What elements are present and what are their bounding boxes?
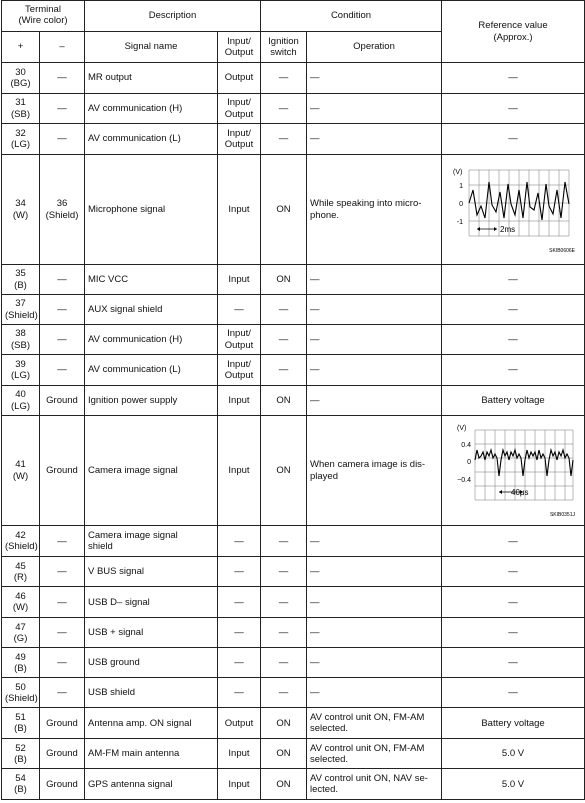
input-output-cell: Input	[218, 739, 261, 769]
ignition-switch-cell: ON	[261, 739, 307, 769]
input-output-cell: —	[218, 648, 261, 678]
input-output-cell: —	[218, 526, 261, 557]
terminal-minus-cell: —	[40, 355, 85, 386]
table-row	[2, 708, 585, 739]
ignition-switch-cell: —	[261, 678, 307, 708]
operation-cell: AV control unit ON, FM-AM selected.	[307, 739, 442, 769]
svg-text:0.4: 0.4	[461, 442, 472, 449]
table-row	[2, 63, 585, 94]
ignition-switch-cell: —	[261, 587, 307, 618]
operation-cell: —	[307, 526, 442, 557]
table-row	[2, 386, 585, 416]
reference-value-cell: —	[442, 678, 585, 708]
ignition-switch-cell: —	[261, 355, 307, 386]
ignition-switch-cell: ON	[261, 708, 307, 739]
signal-name-cell: AV communication (L)	[85, 124, 218, 155]
signal-name-cell: USB + signal	[85, 618, 218, 648]
svg-text:0: 0	[459, 200, 464, 208]
ignition-switch-cell: —	[261, 557, 307, 587]
operation-cell: When camera image is dis- played	[307, 416, 442, 526]
terminal-plus-cell: 41 (W)	[2, 416, 40, 526]
reference-value-cell: —	[442, 648, 585, 678]
time-scale-label: 40μs	[511, 488, 529, 497]
ignition-switch-cell: —	[261, 618, 307, 648]
svg-text:−0.4: −0.4	[457, 477, 472, 484]
ignition-switch-cell: ON	[261, 265, 307, 295]
input-output-cell: Input/ Output	[218, 325, 261, 355]
signal-name-cell: Microphone signal	[85, 155, 218, 265]
microphone-waveform	[449, 158, 577, 258]
input-output-cell: Output	[218, 63, 261, 94]
time-scale-label: 2ms	[500, 224, 516, 234]
terminal-plus-cell: 40 (LG)	[2, 386, 40, 416]
terminal-minus-cell: —	[40, 587, 85, 618]
table-row	[2, 557, 585, 587]
table-row	[2, 94, 585, 124]
operation-cell: —	[307, 587, 442, 618]
signal-name-cell: USB ground	[85, 648, 218, 678]
table-row	[2, 648, 585, 678]
terminal-minus-cell: —	[40, 557, 85, 587]
table-row	[2, 618, 585, 648]
table-row	[2, 124, 585, 155]
terminal-minus-cell: —	[40, 94, 85, 124]
signal-name-cell: Ignition power supply	[85, 386, 218, 416]
svg-text:0: 0	[467, 459, 472, 466]
reference-value-cell: —	[442, 526, 585, 557]
signal-name-cell: V BUS signal	[85, 557, 218, 587]
terminal-plus-cell: 31 (SB)	[2, 94, 40, 124]
reference-value-cell: —	[442, 618, 585, 648]
ignition-switch-cell: ON	[261, 416, 307, 526]
terminal-plus-cell: 35 (B)	[2, 265, 40, 295]
operation-cell: AV control unit ON, FM-AM selected.	[307, 708, 442, 739]
signal-name-cell: AUX signal shield	[85, 295, 218, 325]
reference-value-cell: —	[442, 587, 585, 618]
terminal-minus-cell: —	[40, 295, 85, 325]
operation-cell: —	[307, 618, 442, 648]
signal-name-cell: AV communication (H)	[85, 325, 218, 355]
svg-text:-1: -1	[456, 218, 464, 226]
reference-value-cell: —	[442, 265, 585, 295]
operation-cell: —	[307, 557, 442, 587]
table-row	[2, 355, 585, 386]
terminal-minus-cell: —	[40, 265, 85, 295]
signal-name-cell: AV communication (L)	[85, 355, 218, 386]
operation-cell: —	[307, 325, 442, 355]
signal-name-cell: Antenna amp. ON signal	[85, 708, 218, 739]
input-output-cell: Input	[218, 416, 261, 526]
ignition-switch-cell: —	[261, 648, 307, 678]
operation-cell: —	[307, 94, 442, 124]
terminal-plus-cell: 47 (G)	[2, 618, 40, 648]
terminal-header: Terminal (Wire color)	[2, 1, 85, 32]
ignition-switch-cell: —	[261, 124, 307, 155]
terminal-plus-cell: 38 (SB)	[2, 325, 40, 355]
signal-name-cell: GPS antenna signal	[85, 769, 218, 800]
operation-cell: —	[307, 386, 442, 416]
reference-value-cell: —	[442, 325, 585, 355]
input-output-cell: Output	[218, 708, 261, 739]
reference-value-cell: —	[442, 355, 585, 386]
terminal-plus-cell: 34 (W)	[2, 155, 40, 265]
input-output-cell: Input	[218, 769, 261, 800]
terminal-minus-cell: Ground	[40, 708, 85, 739]
signal-name-cell: Camera image signal shield	[85, 526, 218, 557]
input-output-cell: Input/ Output	[218, 355, 261, 386]
input-output-cell: Input/ Output	[218, 124, 261, 155]
terminal-minus-cell: —	[40, 325, 85, 355]
table-row	[2, 587, 585, 618]
operation-cell: —	[307, 295, 442, 325]
reference-value-cell: Battery voltage	[442, 386, 585, 416]
input-output-cell: —	[218, 587, 261, 618]
ignition-switch-cell: ON	[261, 769, 307, 800]
camera-waveform	[449, 416, 577, 522]
reference-value-cell	[442, 416, 585, 526]
ignition-switch-cell: —	[261, 526, 307, 557]
table-row	[2, 265, 585, 295]
table-row	[2, 155, 585, 265]
signal-name-cell: Camera image signal	[85, 416, 218, 526]
terminal-plus-cell: 50 (Shield)	[2, 678, 40, 708]
figure-code: SKIB0606E	[549, 247, 576, 254]
ignition-switch-header: Ignition switch	[261, 32, 307, 63]
input-output-cell: Input	[218, 155, 261, 265]
ignition-switch-cell: —	[261, 325, 307, 355]
table-row	[2, 416, 585, 526]
input-output-cell: —	[218, 678, 261, 708]
table-row	[2, 325, 585, 355]
terminal-minus-cell: —	[40, 124, 85, 155]
reference-value-cell	[442, 155, 585, 265]
reference-value-cell: 5.0 V	[442, 769, 585, 800]
input-output-cell: —	[218, 557, 261, 587]
terminal-minus-cell: Ground	[40, 386, 85, 416]
ignition-switch-cell: ON	[261, 155, 307, 265]
operation-cell: While speaking into micro- phone.	[307, 155, 442, 265]
terminal-minus-cell: —	[40, 618, 85, 648]
reference-value-cell: Battery voltage	[442, 708, 585, 739]
description-header: Description	[85, 1, 261, 32]
terminal-minus-cell: —	[40, 63, 85, 94]
terminal-plus-cell: 52 (B)	[2, 739, 40, 769]
terminal-plus-cell: 30 (BG)	[2, 63, 40, 94]
operation-cell: —	[307, 678, 442, 708]
signal-name-cell: AM-FM main antenna	[85, 739, 218, 769]
terminal-plus-cell: 45 (R)	[2, 557, 40, 587]
input-output-cell: Input	[218, 265, 261, 295]
signal-name-header: Signal name	[85, 32, 218, 63]
terminal-table	[1, 0, 585, 800]
input-output-cell: Input/ Output	[218, 94, 261, 124]
minus-header: –	[40, 32, 85, 63]
input-output-header: Input/ Output	[218, 32, 261, 63]
reference-value-cell: —	[442, 295, 585, 325]
svg-text:1: 1	[459, 182, 464, 190]
operation-cell: —	[307, 124, 442, 155]
operation-header: Operation	[307, 32, 442, 63]
terminal-minus-cell: Ground	[40, 769, 85, 800]
reference-value-cell: —	[442, 94, 585, 124]
terminal-plus-cell: 46 (W)	[2, 587, 40, 618]
ignition-switch-cell: —	[261, 94, 307, 124]
terminal-minus-cell: —	[40, 678, 85, 708]
operation-cell: AV control unit ON, NAV se- lected.	[307, 769, 442, 800]
ignition-switch-cell: —	[261, 63, 307, 94]
reference-value-cell: 5.0 V	[442, 739, 585, 769]
signal-name-cell: USB D– signal	[85, 587, 218, 618]
reference-value-cell: —	[442, 63, 585, 94]
input-output-cell: Input	[218, 386, 261, 416]
reference-value-cell: —	[442, 124, 585, 155]
condition-header: Condition	[261, 1, 442, 32]
figure-code: SKIB0351J	[549, 512, 576, 518]
terminal-minus-cell: Ground	[40, 739, 85, 769]
input-output-cell: —	[218, 295, 261, 325]
table-row	[2, 769, 585, 800]
waveform-unit: (V)	[453, 168, 463, 176]
terminal-minus-cell: Ground	[40, 416, 85, 526]
operation-cell: —	[307, 265, 442, 295]
terminal-plus-cell: 51 (B)	[2, 708, 40, 739]
terminal-plus-cell: 54 (B)	[2, 769, 40, 800]
terminal-minus-cell: —	[40, 648, 85, 678]
plus-header: +	[2, 32, 40, 63]
signal-name-cell: AV communication (H)	[85, 94, 218, 124]
signal-name-cell: USB shield	[85, 678, 218, 708]
terminal-minus-cell: 36 (Shield)	[40, 155, 85, 265]
table-row	[2, 295, 585, 325]
terminal-plus-cell: 39 (LG)	[2, 355, 40, 386]
signal-name-cell: MR output	[85, 63, 218, 94]
waveform-unit: (V)	[457, 425, 467, 432]
terminal-plus-cell: 42 (Shield)	[2, 526, 40, 557]
operation-cell: —	[307, 355, 442, 386]
terminal-minus-cell: —	[40, 526, 85, 557]
terminal-plus-cell: 49 (B)	[2, 648, 40, 678]
input-output-cell: —	[218, 618, 261, 648]
table-row	[2, 739, 585, 769]
terminal-plus-cell: 32 (LG)	[2, 124, 40, 155]
ignition-switch-cell: —	[261, 295, 307, 325]
ignition-switch-cell: ON	[261, 386, 307, 416]
operation-cell: —	[307, 63, 442, 94]
terminal-plus-cell: 37 (Shield)	[2, 295, 40, 325]
table-row	[2, 678, 585, 708]
reference-value-header: Reference value (Approx.)	[442, 1, 585, 63]
table-row	[2, 526, 585, 557]
reference-value-cell: —	[442, 557, 585, 587]
signal-name-cell: MIC VCC	[85, 265, 218, 295]
operation-cell: —	[307, 648, 442, 678]
